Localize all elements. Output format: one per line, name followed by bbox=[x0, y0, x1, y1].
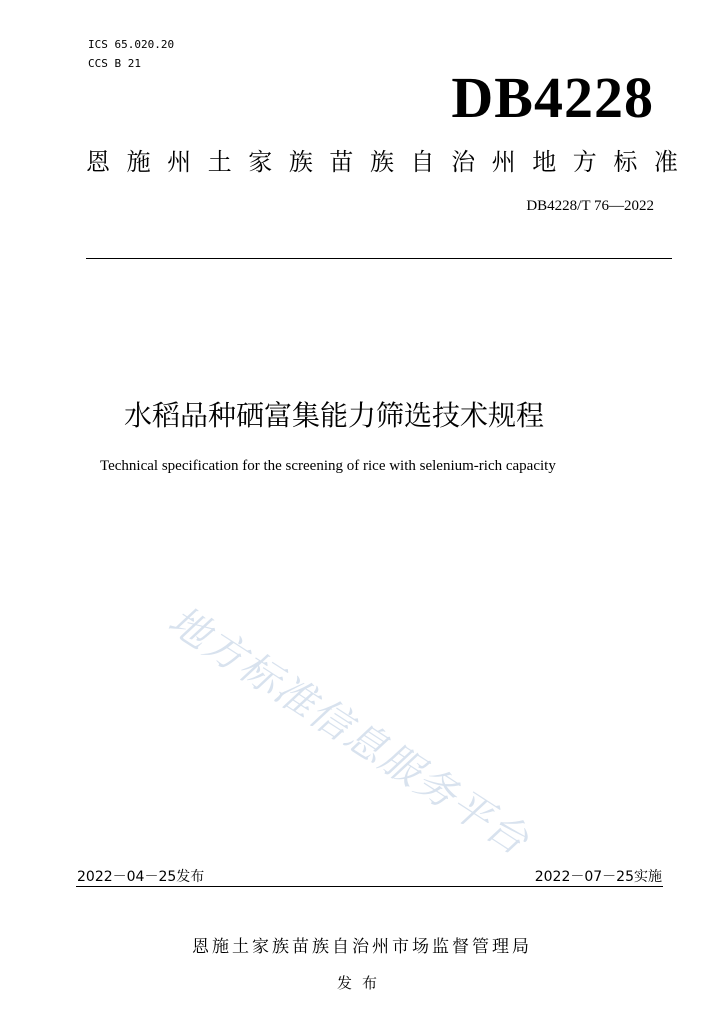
issuer-title-char: 标 bbox=[613, 148, 638, 176]
issuer-title-char: 族 bbox=[288, 148, 313, 176]
ics-code: ICS 65.020.20 bbox=[88, 38, 175, 51]
issuer-title-char: 土 bbox=[207, 148, 232, 176]
document-number: DB4228/T 76—2022 bbox=[526, 198, 654, 214]
issuer-title-char: 地 bbox=[532, 148, 557, 176]
date-divider bbox=[76, 886, 663, 887]
title-english: Technical specification for the screening of rice with selenium-rich capacity bbox=[100, 458, 556, 474]
issuer-title-char: 自 bbox=[410, 148, 435, 176]
issuer-title-char: 州 bbox=[167, 148, 192, 176]
issuer-title-char: 恩 bbox=[86, 148, 110, 176]
header-divider bbox=[86, 258, 672, 259]
issuer-title-char: 州 bbox=[491, 148, 516, 176]
issued-label: 发布 bbox=[336, 974, 387, 992]
ccs-code: CCS B 21 bbox=[88, 57, 141, 70]
issuer-title-char: 准 bbox=[653, 148, 678, 176]
title-chinese: 水稻品种硒富集能力筛选技术规程 bbox=[124, 399, 545, 432]
issuer-title-char: 施 bbox=[126, 148, 151, 176]
watermark: 地方标准信息服务平台 bbox=[160, 597, 538, 865]
issuer-title-char: 族 bbox=[369, 148, 394, 176]
implement-date: 2022－07－25实施 bbox=[534, 869, 662, 885]
issuer-title-char: 家 bbox=[248, 148, 273, 176]
issuer-title-char: 方 bbox=[572, 148, 597, 176]
publish-date: 2022－04－25发布 bbox=[77, 869, 205, 885]
issuing-authority: 恩施土家族苗族自治州市场监督管理局 bbox=[192, 937, 532, 957]
standard-code: DB4228 bbox=[451, 65, 654, 130]
issuer-title-char: 治 bbox=[451, 148, 476, 176]
issuer-title-char: 苗 bbox=[329, 148, 354, 176]
issuer-title bbox=[86, 142, 678, 177]
